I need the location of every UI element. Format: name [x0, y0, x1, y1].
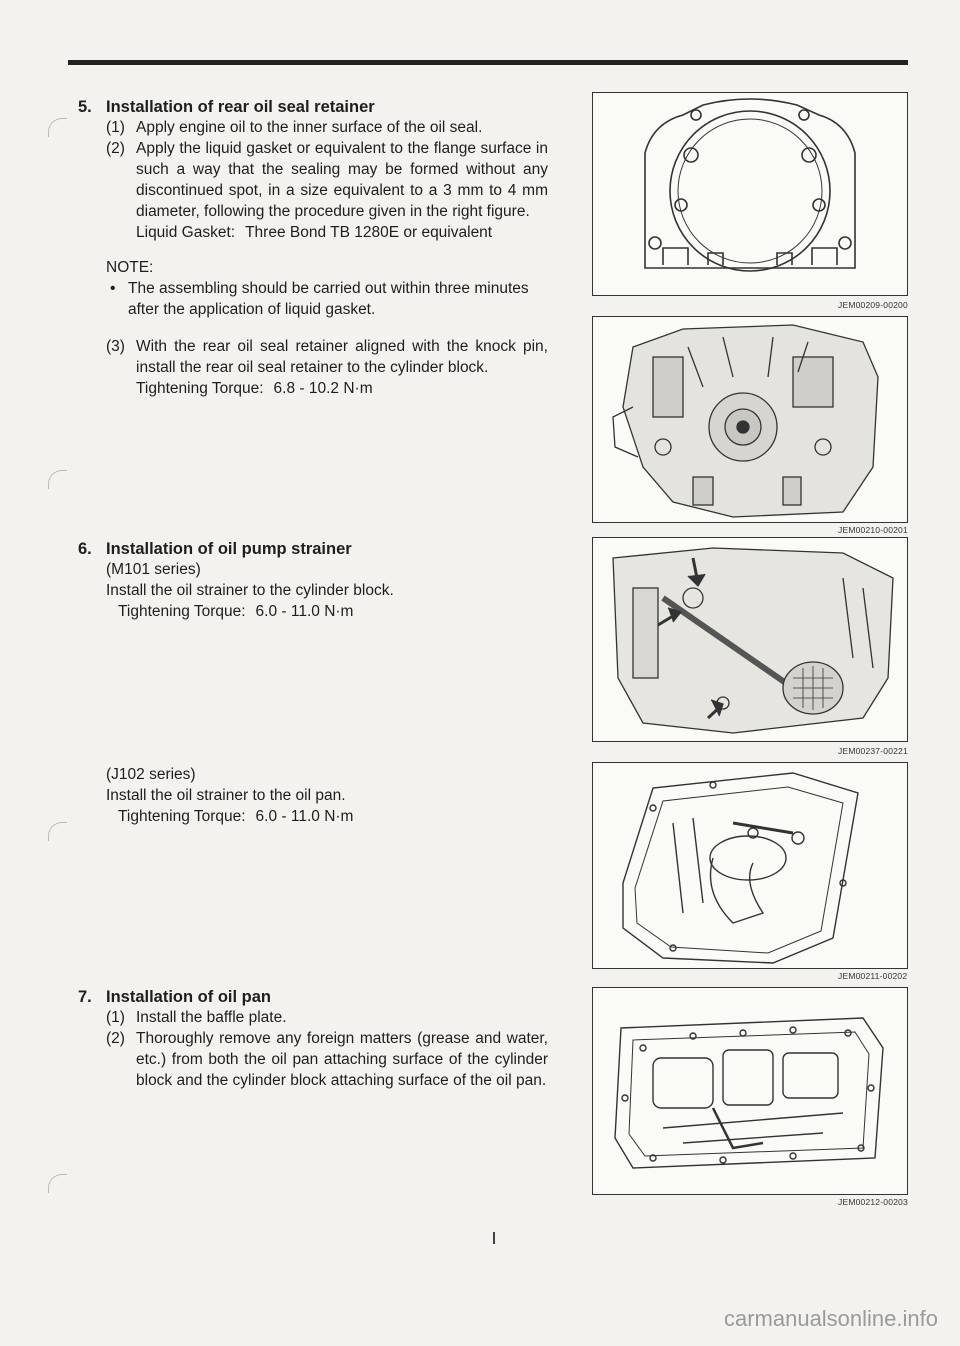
- oil-pan-strainer-figure: [592, 762, 908, 969]
- torque-5: Tightening Torque: 6.8 - 10.2 N·m: [136, 380, 373, 397]
- watermark: carmanualsonline.info: [723, 1306, 938, 1331]
- step-7-1: (1) Install the baffle plate.: [106, 1009, 287, 1026]
- note-text: • The assembling should be carried out within three minutes after the application of liquid gasket.: [110, 280, 529, 318]
- liquid-gasket-spec: Liquid Gasket: Three Bond TB 1280E or equivalent: [136, 224, 493, 241]
- figure-code-1: JEM00209-00200: [838, 300, 908, 310]
- page-marker: [493, 1232, 495, 1244]
- torque-6b: Tightening Torque: 6.0 - 11.0 N·m: [118, 808, 354, 825]
- margin-mark: [48, 470, 67, 489]
- figure-code-3: JEM00237-00221: [838, 746, 908, 756]
- baffle-plate-figure: [592, 987, 908, 1195]
- section-6-j102: [106, 764, 536, 827]
- margin-mark: [48, 822, 67, 841]
- note-label: NOTE:: [106, 259, 154, 276]
- step-7-2: (2) Thoroughly remove any foreign matters (grease and water, etc.) from both the oil pan attaching surface of the cylinder block and the cylinder block attaching surface of the oil pan.: [106, 1030, 548, 1089]
- torque-6a: Tightening Torque: 6.0 - 11.0 N·m: [118, 603, 354, 620]
- section-5: [78, 98, 548, 399]
- step-5-1: (1) Apply engine oil to the inner surface of the oil seal.: [106, 119, 483, 136]
- seal-retainer-figure: [592, 92, 908, 296]
- figure-code-4: JEM00211-00202: [838, 971, 908, 981]
- section-6-title: 6. Installation of oil pump strainer: [78, 540, 352, 558]
- install-strainer-pan: Install the oil strainer to the oil pan.: [106, 787, 346, 804]
- step-5-2: (2) Apply the liquid gasket or equivalent to the flange surface in such a way that the sealing may be formed without any discontinued spot, in a size equivalent to a 3 mm to 4 mm diameter, following the procedure given in the right figure.: [106, 140, 548, 220]
- install-strainer-block: Install the oil strainer to the cylinder block.: [106, 582, 394, 599]
- margin-mark: [48, 1174, 67, 1193]
- cylinder-block-rear-figure: [592, 316, 908, 523]
- section-5-title: 5. Installation of rear oil seal retainer: [78, 98, 375, 116]
- oil-strainer-block-figure: [592, 537, 908, 742]
- figure-code-5: JEM00212-00203: [838, 1197, 908, 1207]
- margin-mark: [48, 118, 67, 137]
- series-m101: (M101 series): [106, 561, 201, 578]
- figure-code-2: JEM00210-00201: [838, 525, 908, 535]
- header-rule: [68, 60, 908, 65]
- series-j102: (J102 series): [106, 766, 196, 783]
- section-6: [78, 540, 538, 622]
- section-7: [78, 988, 548, 1091]
- step-5-3: (3) With the rear oil seal retainer aligned with the knock pin, install the rear oil seal retainer to the cylinder block.: [106, 338, 548, 376]
- section-7-title: 7. Installation of oil pan: [78, 988, 271, 1006]
